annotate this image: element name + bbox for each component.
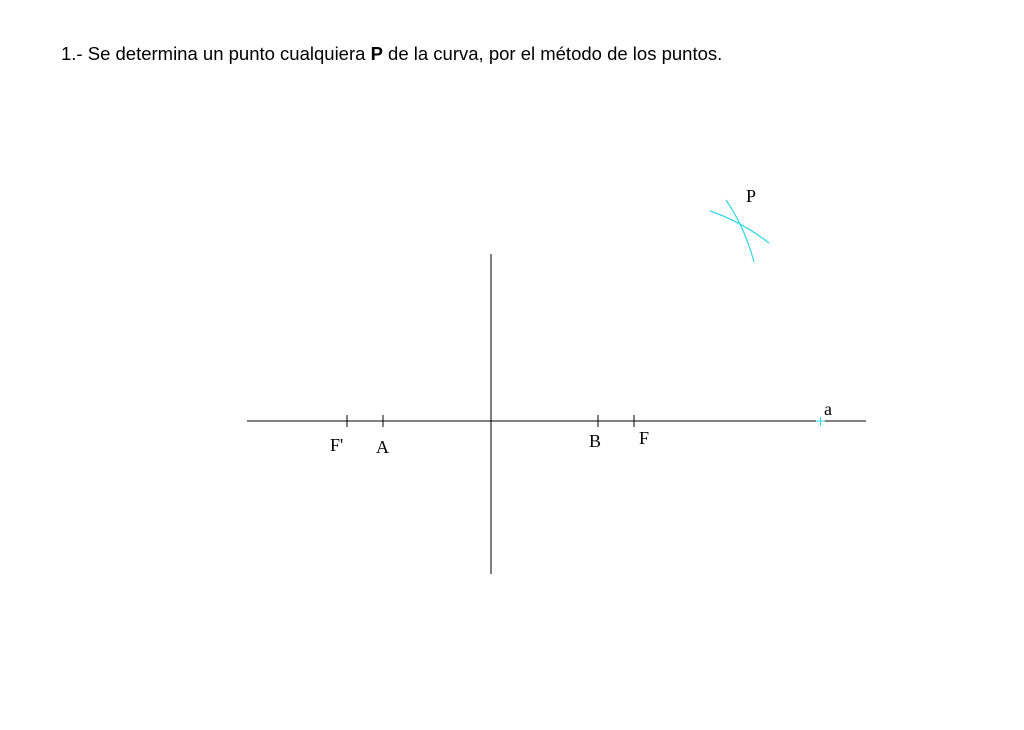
instruction-suffix: de la curva, por el método de los puntos. bbox=[382, 43, 723, 64]
instruction-bold-point: P bbox=[370, 43, 383, 64]
instruction-prefix: 1.- Se determina un punto cualquiera bbox=[61, 43, 371, 64]
label-a-upper: A bbox=[376, 437, 389, 457]
label-f-prime: F' bbox=[330, 435, 344, 455]
construction-arc-1 bbox=[710, 211, 769, 243]
label-b-upper: B bbox=[589, 431, 602, 451]
label-f: F bbox=[639, 428, 650, 448]
construction-arc-2 bbox=[726, 200, 754, 262]
label-p: P bbox=[746, 186, 757, 206]
label-a-lower: a bbox=[824, 399, 832, 419]
